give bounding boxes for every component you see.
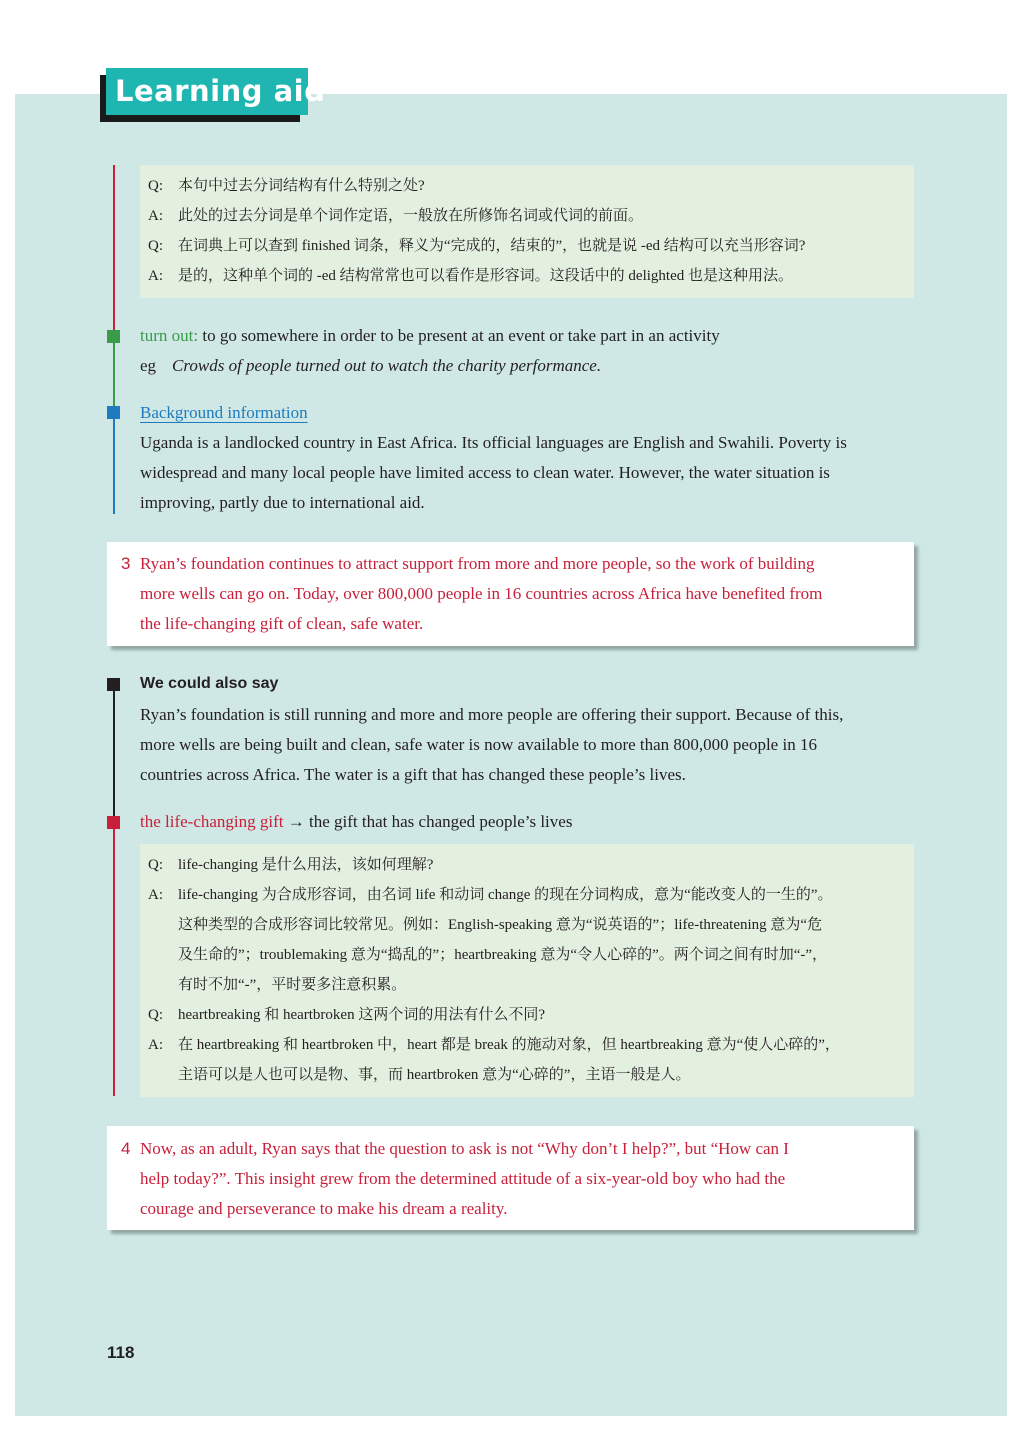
qa-box-1: [140, 165, 914, 298]
qa-label: Q:: [148, 857, 163, 873]
also-say-line: countries across Africa. The water is a gift that has changed these people’s lives.: [140, 765, 686, 784]
paragraph-number: 4: [121, 1139, 131, 1158]
qa-label: A:: [148, 208, 163, 224]
eg-label: eg: [140, 356, 157, 375]
life-changing-note: [140, 807, 572, 837]
paragraph-line: the life-changing gift of clean, safe water.: [140, 614, 424, 633]
arrow: →: [283, 812, 310, 831]
turn-out-definition: [140, 321, 720, 351]
qa-text: 主语可以是人也可以是物、事，而 heartbroken 意为“心碎的”，主语一般是人。: [178, 1067, 691, 1083]
paragraph-line: help today?”. This insight grew from the determined attitude of a six-year-old boy who had the: [140, 1169, 786, 1188]
life-changing-term: the life-changing gift: [140, 812, 284, 831]
turn-out-term: turn out:: [140, 326, 199, 345]
qa-label: Q:: [148, 238, 163, 254]
qa-text: 是的，这种单个词的 -ed 结构常常也可以看作是形容词。这段话中的 delighted 也是这种用法。: [178, 268, 793, 284]
turn-out-example: [140, 351, 601, 381]
paragraph-line: courage and perseverance to make his dream a reality.: [140, 1199, 508, 1218]
paragraph-line: Ryan’s foundation continues to attract support from more and more people, so the work of building: [140, 554, 815, 573]
also-say-heading: We could also say: [140, 675, 279, 692]
red-square-marker: [107, 816, 120, 829]
green-square-marker: [107, 330, 120, 343]
paragraph-3-box: [107, 542, 914, 646]
qa-text: life-changing 为合成形容词，由名词 life 和动词 change 的现在分词构成，意为“能改变人的一生的”。: [178, 887, 833, 903]
blue-guide-line: [113, 412, 115, 514]
red-guide-line-2: [113, 822, 115, 1096]
page-title: Learning aid: [106, 68, 308, 115]
qa-label: A:: [148, 268, 163, 284]
life-changing-meaning: the gift that has changed people’s lives: [309, 812, 573, 831]
black-square-marker: [107, 678, 120, 691]
qa-text: 这种类型的合成形容词比较常见。例如：English-speaking 意为“说英语的”；life-threatening 意为“危: [178, 917, 823, 933]
background-line: improving, partly due to international aid.: [140, 493, 425, 512]
qa-text: 在词典上可以查到 finished 词条，释义为“完成的，结束的”，也就是说 -ed 结构可以充当形容词?: [178, 238, 806, 254]
qa-text: 此处的过去分词是单个词作定语，一般放在所修饰名词或代词的前面。: [178, 208, 644, 224]
qa-text: 在 heartbreaking 和 heartbroken 中，heart 都是 break 的施动对象，但 heartbreaking 意为“使人心碎的”，: [178, 1037, 840, 1053]
paragraph-4-box: [107, 1126, 914, 1230]
qa-label: A:: [148, 1037, 163, 1053]
blue-square-marker: [107, 406, 120, 419]
qa-label: Q:: [148, 1007, 163, 1023]
background-heading: Background information: [140, 403, 308, 422]
paragraph-line: more wells can go on. Today, over 800,000 people in 16 countries across Africa have benefited from: [140, 584, 823, 603]
black-guide-line: [113, 684, 115, 820]
also-say-line: more wells are being built and clean, safe water is now available to more than 800,000 people in 16: [140, 735, 817, 754]
page-number: 118: [107, 1343, 135, 1362]
turn-out-meaning: to go somewhere in order to be present at an event or take part in an activity: [198, 326, 720, 345]
paragraph-line: Now, as an adult, Ryan says that the question to ask is not “Why don’t I help?”, but “How can I: [140, 1139, 789, 1158]
background-line: widespread and many local people have limited access to clean water. However, the water situation is: [140, 463, 830, 482]
qa-text: heartbreaking 和 heartbroken 这两个词的用法有什么不同?: [178, 1007, 545, 1023]
green-guide-line: [113, 336, 115, 406]
qa-label: A:: [148, 887, 163, 903]
qa-text: 本句中过去分词结构有什么特别之处?: [178, 178, 425, 194]
qa-text: life-changing 是什么用法，该如何理解?: [178, 857, 434, 873]
qa-text: 及生命的”；troublemaking 意为“捣乱的”；heartbreaking 意为“令人心碎的”。两个词之间有时加“-”，: [178, 947, 828, 963]
qa-box-2: [140, 844, 914, 1097]
paragraph-number: 3: [121, 554, 131, 573]
qa-label: Q:: [148, 178, 163, 194]
example-sentence: Crowds of people turned out to watch the charity performance.: [172, 356, 602, 375]
qa-text: 有时不加“-”，平时要多注意积累。: [178, 977, 407, 993]
red-guide-line-1: [113, 165, 115, 333]
background-line: Uganda is a landlocked country in East Africa. Its official languages are English and Swahili. Poverty is: [140, 433, 847, 452]
also-say-line: Ryan’s foundation is still running and more and more people are offering their support. Because of this,: [140, 705, 844, 724]
